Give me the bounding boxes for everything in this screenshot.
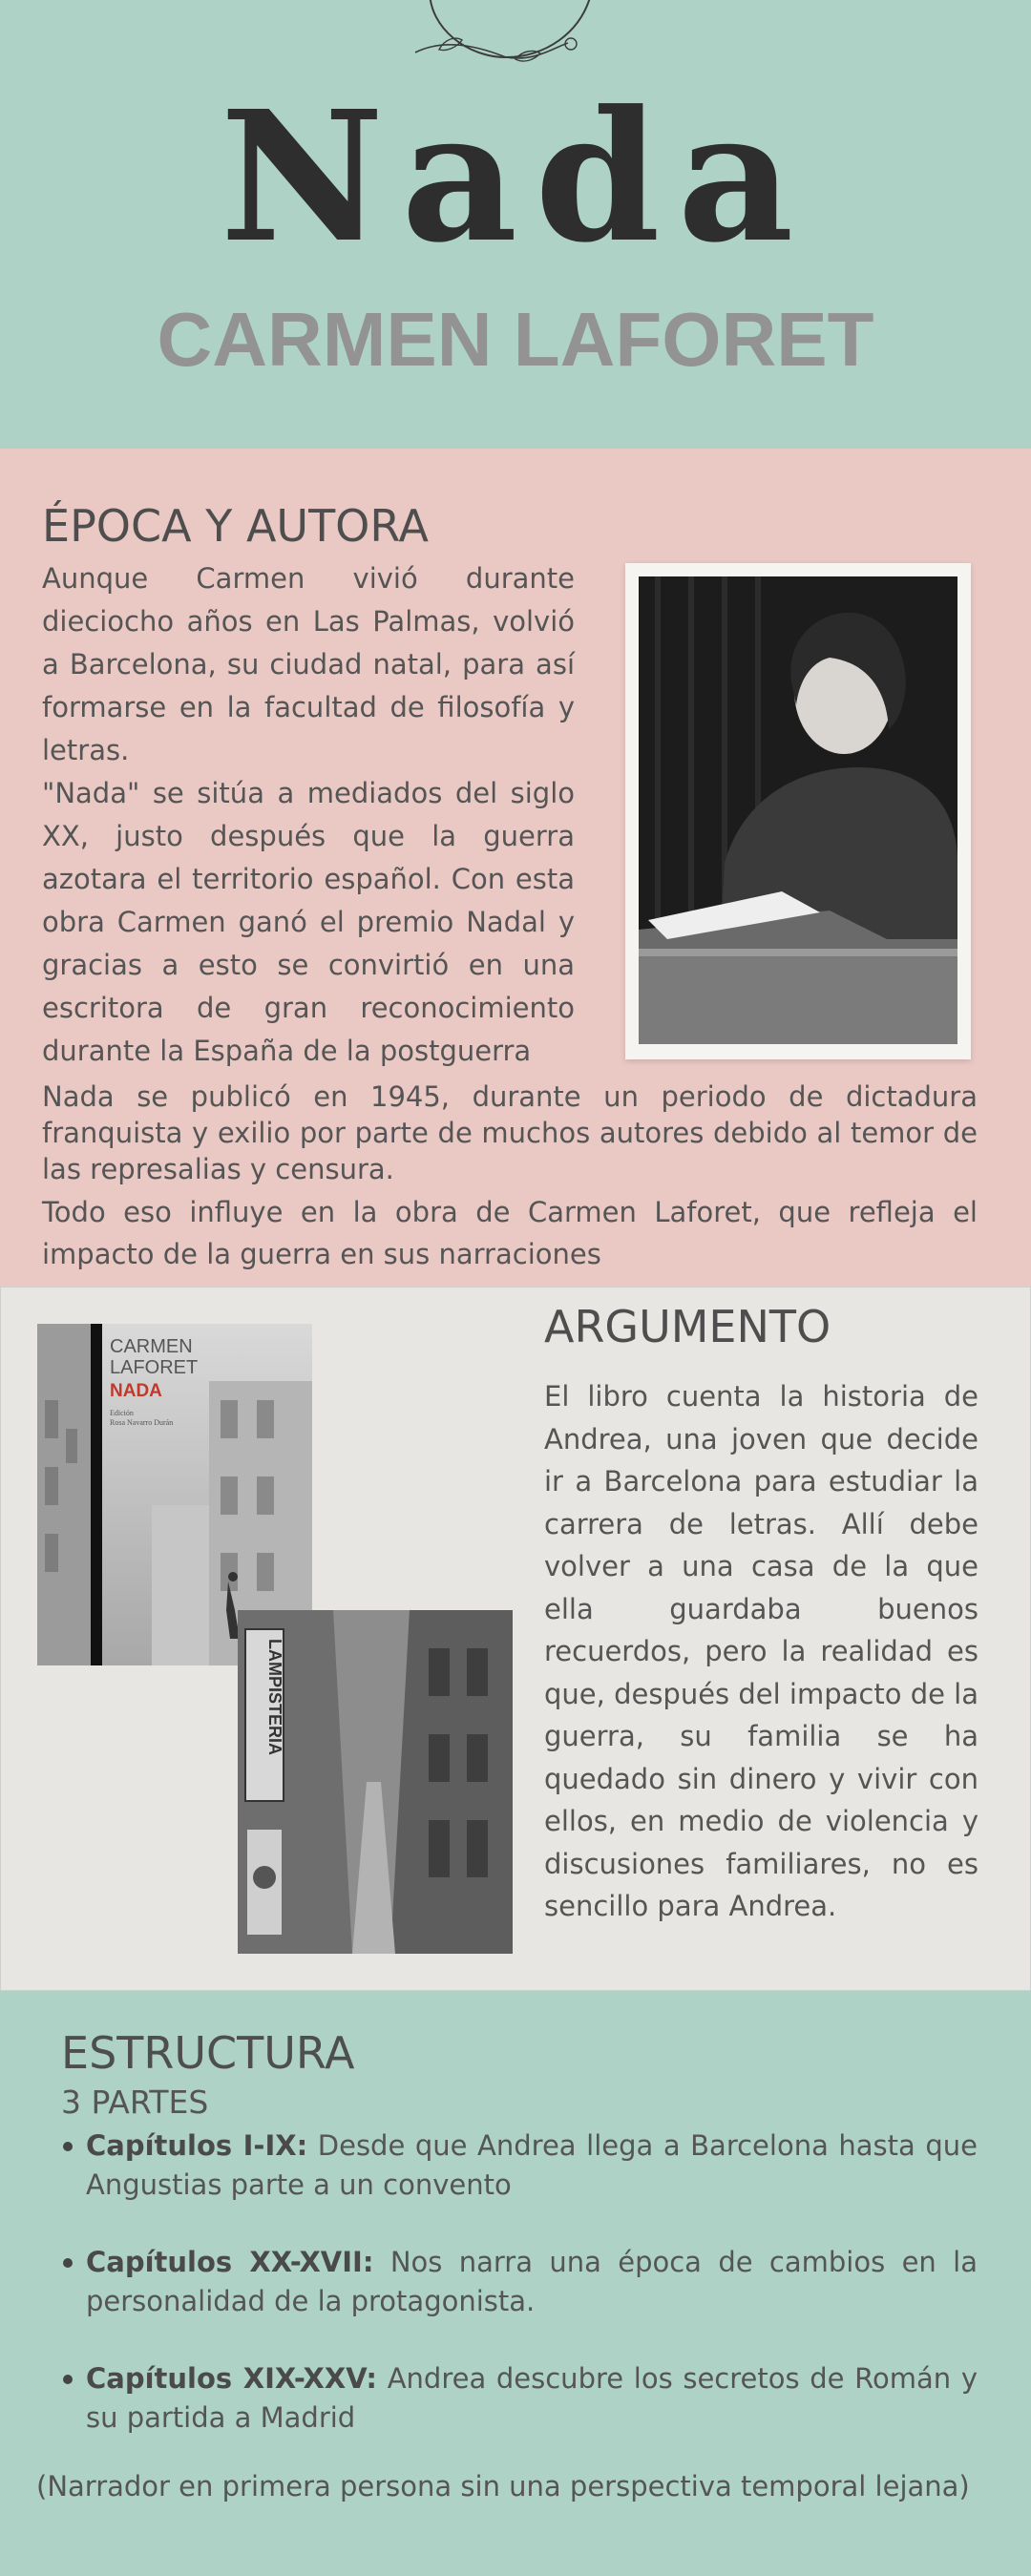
street-photo-image xyxy=(238,1610,513,1954)
argumento-heading: ARGUMENTO xyxy=(544,1301,831,1352)
author-portrait xyxy=(625,563,971,1059)
floral-ornament-icon xyxy=(401,0,630,76)
street-sign-text: LAMPISTERIA xyxy=(265,1639,284,1756)
part-label: Capítulos I-IX: xyxy=(86,2129,308,2162)
author-name: CARMEN LAFORET xyxy=(157,297,874,382)
epoca-section xyxy=(0,449,1031,1287)
part-text: Nos narra una época de cambios en la personalidad de la protagonista. xyxy=(86,2246,978,2317)
argumento-text: El libro cuenta la historia de Andrea, una joven que decide ir a Barcelona para estudiar la carrera de letras. Allí debe volver a una casa de la que ella guardaba buenos recuerdos, pero la realidad es que, después del impacto de la guerra, su familia se ha quedado sin dinero y vivir con ellos, en medio de violencia y discusiones familiares, no es sencillo para Andrea. xyxy=(544,1380,978,1922)
epoca-paragraph-3: Nada se publicó en 1945, durante un periodo de dictadura franquista y exilio por parte de muchos autores debido al temor de las represalias y censura. xyxy=(42,1080,978,1185)
cover-author-line-2: LAFORET xyxy=(110,1357,199,1378)
epoca-heading: ÉPOCA Y AUTORA xyxy=(42,500,429,552)
part-label: Capítulos XIX-XXV: xyxy=(86,2362,378,2395)
part-text: Desde que Andrea llega a Barcelona hasta que Angustias parte a un convento xyxy=(86,2129,978,2201)
cover-edition-line-2: Rosa Navarro Durán xyxy=(110,1418,174,1427)
epoca-paragraph-1: Aunque Carmen vivió durante dieciocho años en Las Palmas, volvió a Barcelona, su ciudad natal, para así formarse en la facultad de filosofía y letras. xyxy=(42,562,575,766)
estructura-section xyxy=(0,1991,1031,2576)
estructura-heading: ESTRUCTURA xyxy=(61,2027,355,2079)
epoca-column xyxy=(42,500,575,1073)
epoca-full-width-text xyxy=(42,1079,978,1275)
cover-edition-line-1: Edición xyxy=(110,1409,134,1417)
author-photo xyxy=(639,576,957,1044)
book-title: Nada xyxy=(220,72,811,283)
cover-author-line-1: CARMEN xyxy=(110,1336,193,1357)
argumento-column xyxy=(544,1301,978,1928)
part-item xyxy=(61,2359,978,2438)
header-section xyxy=(0,0,1031,449)
cover-title: NADA xyxy=(110,1381,162,1401)
part-text: Andrea descubre los secretos de Román y su partida a Madrid xyxy=(86,2362,978,2434)
parts-list xyxy=(61,2126,978,2476)
argumento-section xyxy=(0,1287,1031,1991)
estructura-subheading: 3 PARTES xyxy=(61,2084,209,2121)
part-label: Capítulos XX-XVII: xyxy=(86,2246,374,2278)
epoca-paragraph-2: "Nada" se sitúa a mediados del siglo XX, justo después que la guerra azotara el territorio español. Con esta obra Carmen ganó el premio Nadal y gracias a esto se convirtió en una escritora de gran reconocimiento durante la España de la postguerra xyxy=(42,777,575,1067)
narrator-note: (Narrador en primera persona sin una perspectiva temporal lejana) xyxy=(36,2470,970,2503)
part-item xyxy=(61,2243,978,2321)
epoca-paragraph-4: Todo eso influye en la obra de Carmen Laforet, que refleja el impacto de la guerra en sus narraciones xyxy=(42,1196,978,1270)
part-item xyxy=(61,2126,978,2205)
